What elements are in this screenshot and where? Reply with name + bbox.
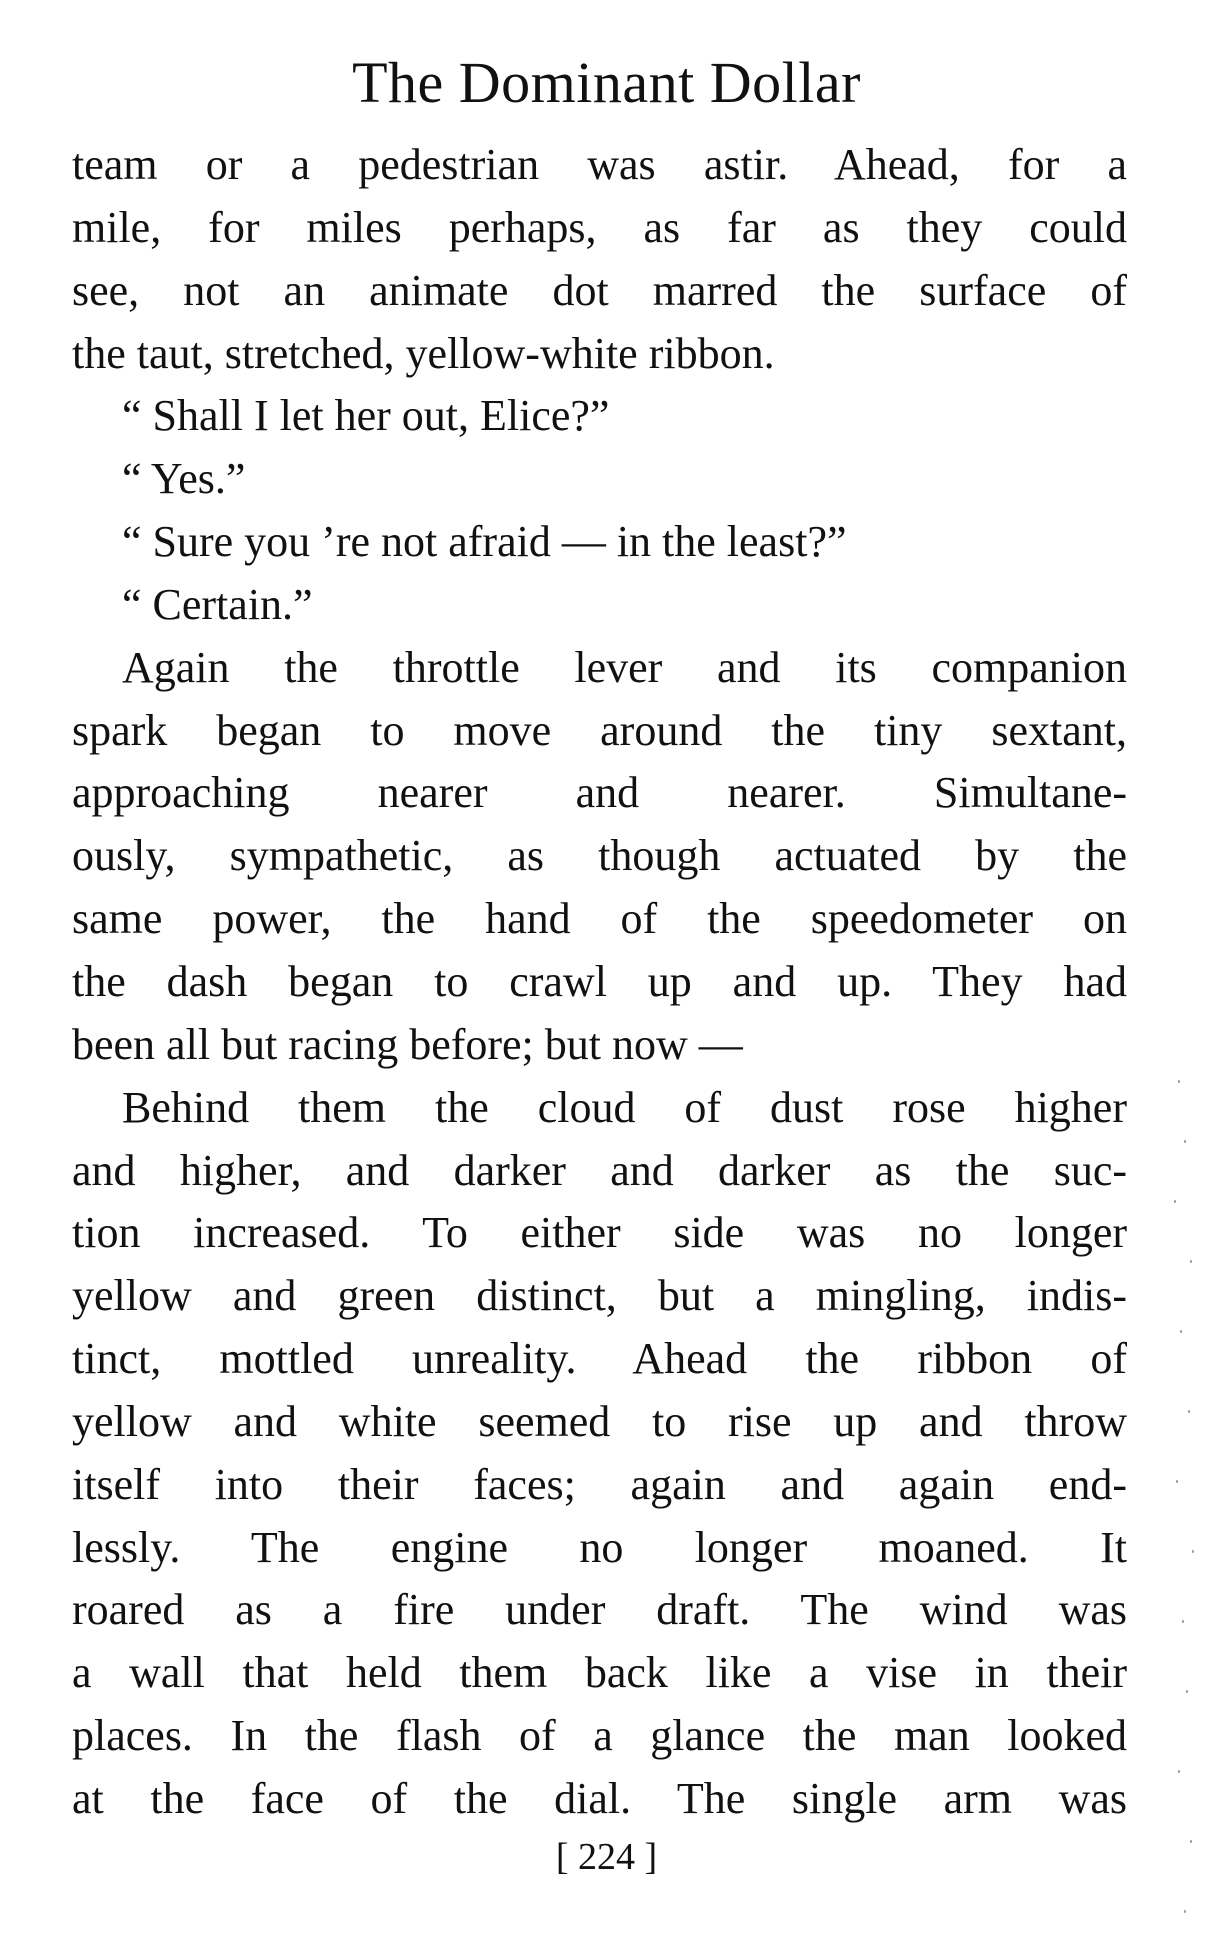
text-line: tion increased. To either side was no longer [72, 1208, 1127, 1258]
page-number: [ 224 ] [555, 1836, 658, 1878]
text-line: team or a pedestrian was astir. Ahead, for a [72, 140, 1127, 189]
text-line: “ Shall I let her out, Elice?” [122, 391, 610, 441]
text-line: approaching nearer and nearer. Simultane- [72, 768, 1127, 818]
text-line: Behind them the cloud of dust rose higher [122, 1082, 1127, 1132]
text-line: the taut, stretched, yellow-white ribbon. [72, 328, 775, 378]
text-line: “ Certain.” [122, 579, 313, 629]
text-line: lessly. The engine no longer moaned. It [72, 1522, 1127, 1572]
text-line: a wall that held them back like a vise in their [72, 1648, 1127, 1698]
text-line: roared as a fire under draft. The wind was [72, 1585, 1127, 1635]
text-line: see, not an animate dot marred the surface of [72, 265, 1127, 315]
text-line: tinct, mottled unreality. Ahead the ribbon of [72, 1334, 1127, 1384]
text-line: been all but racing before; but now — [72, 1019, 743, 1069]
text-line: “ Yes.” [122, 454, 246, 504]
text-line: itself into their faces; again and again end- [72, 1459, 1127, 1509]
text-line: same power, the hand of the speedometer on [72, 894, 1127, 944]
text-line: yellow and white seemed to rise up and throw [72, 1396, 1127, 1446]
body-text [72, 134, 1127, 1831]
text-line: spark began to move around the tiny sextant, [72, 705, 1127, 755]
margin-specks [1170, 1080, 1210, 1940]
text-line: places. In the flash of a glance the man looked [72, 1711, 1127, 1761]
text-line: “ Sure you ’re not afraid — in the least?” [122, 517, 847, 567]
text-line: mile, for miles perhaps, as far as they could [72, 202, 1127, 252]
running-head: The Dominant Dollar [352, 50, 861, 115]
text-line: Again the throttle lever and its companion [122, 642, 1127, 692]
text-line: at the face of the dial. The single arm was [72, 1773, 1127, 1823]
text-line: and higher, and darker and darker as the suc- [72, 1145, 1127, 1195]
text-line: yellow and green distinct, but a mingling, indis- [72, 1271, 1127, 1321]
text-line: ously, sympathetic, as though actuated by the [72, 831, 1127, 881]
text-line: the dash began to crawl up and up. They had [72, 956, 1127, 1006]
